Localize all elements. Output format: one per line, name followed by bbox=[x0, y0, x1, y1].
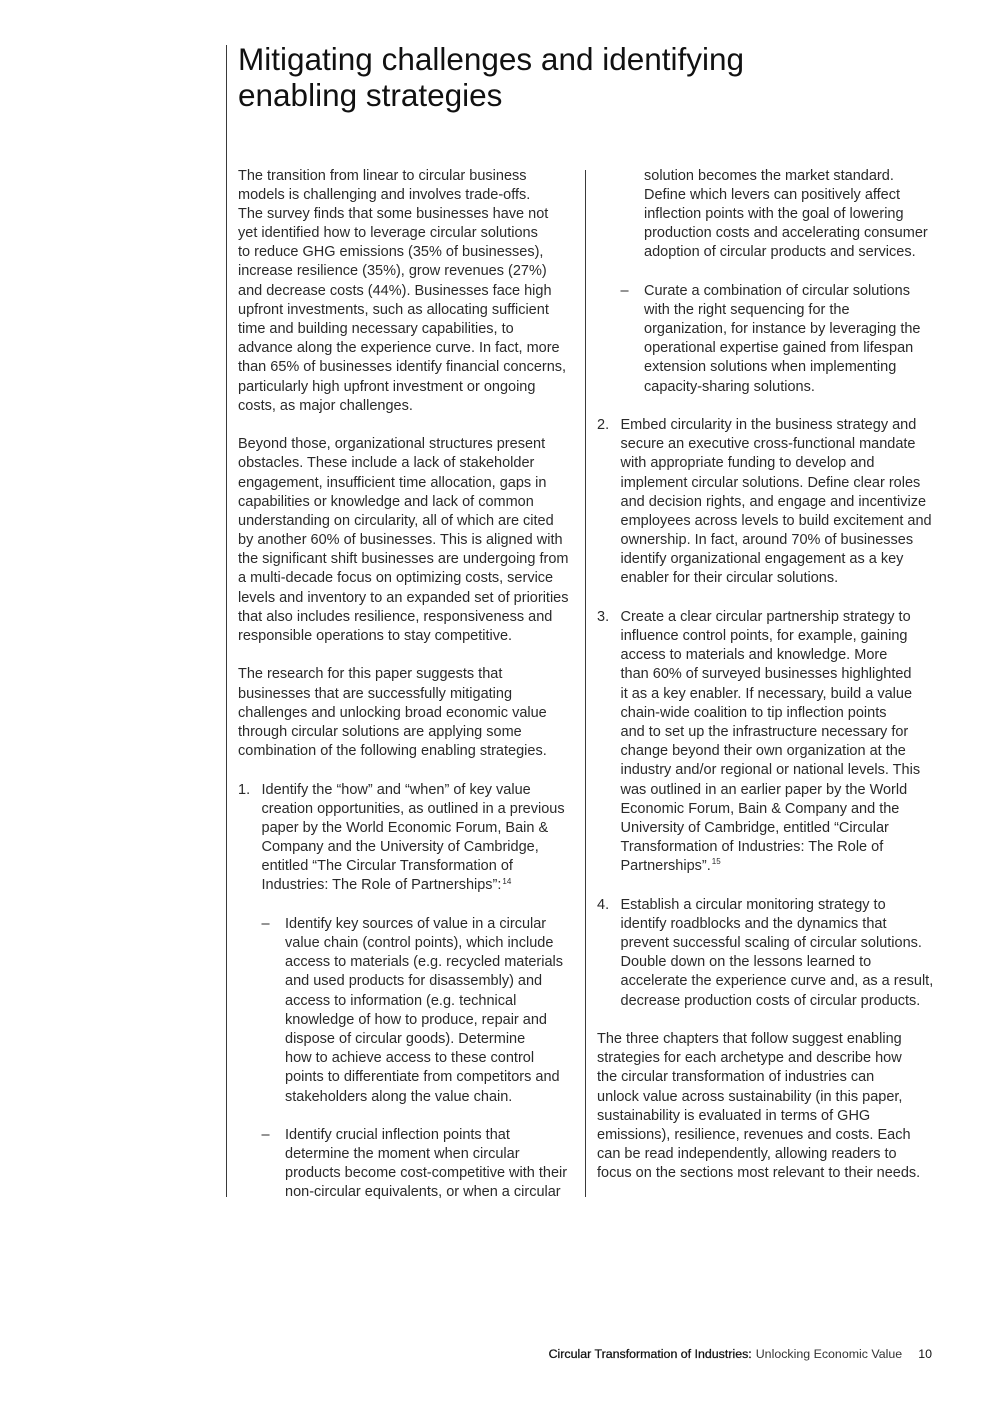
bullet-item bbox=[238, 1126, 583, 1203]
text-line: Company and the University of Cambridge, bbox=[261, 839, 539, 856]
text-line: engagement, insufficient time allocation, gaps in bbox=[238, 474, 547, 491]
list-number: 2. bbox=[597, 416, 610, 433]
text-line: yet identified how to leverage circular solutions bbox=[238, 225, 538, 242]
text-line: to reduce GHG emissions (35% of businesses), bbox=[238, 244, 544, 261]
numbered-item bbox=[597, 608, 947, 877]
bullet-item bbox=[238, 915, 583, 1107]
footnote-reference: 15 bbox=[711, 857, 721, 867]
text-line: knowledge of how to produce, repair and bbox=[285, 1011, 547, 1028]
text-line: the significant shift businesses are undergoing from bbox=[238, 551, 569, 568]
text-line bbox=[621, 857, 948, 876]
text-line: employees across levels to build excitement and bbox=[620, 512, 932, 529]
text-line: by another 60% of businesses. This is aligned with bbox=[238, 532, 563, 549]
text-line: Double down on the lessons learned to bbox=[620, 954, 872, 971]
text-line: understanding on circularity, all of which are cited bbox=[238, 512, 554, 529]
text-line: models is challenging and involves trade-offs. bbox=[238, 186, 531, 203]
text-line: through circular solutions are applying some bbox=[238, 723, 522, 740]
text-line: with the right sequencing for the bbox=[644, 301, 850, 318]
text-line: than 65% of businesses identify financial concerns, bbox=[238, 359, 567, 376]
list-number: 1. bbox=[238, 781, 251, 798]
text-line: Beyond those, organizational structures present bbox=[238, 436, 546, 453]
text-line: that also includes resilience, responsiveness and bbox=[238, 608, 553, 625]
text-line: and to set up the infrastructure necessary for bbox=[620, 723, 909, 740]
text-line: extension solutions when implementing bbox=[644, 359, 897, 376]
text-line: unlock value across sustainability (in this paper, bbox=[597, 1088, 903, 1105]
text-line: enabler for their circular solutions. bbox=[620, 570, 839, 587]
text-line: identify roadblocks and the dynamics that bbox=[620, 915, 887, 932]
text-line: Identify the “how” and “when” of key value bbox=[261, 781, 531, 798]
text-line: strategies for each archetype and describe how bbox=[597, 1050, 902, 1067]
text-line: industry and/or regional or national levels. This bbox=[620, 762, 921, 779]
list-number: 4. bbox=[597, 896, 610, 913]
text-line: implement circular solutions. Define clear roles bbox=[620, 474, 921, 491]
bullet-dash: – bbox=[620, 282, 629, 299]
page-title-line: Mitigating challenges and identifying bbox=[238, 41, 745, 77]
bullet-item bbox=[597, 282, 947, 397]
text-line: change beyond their own organization at the bbox=[620, 743, 906, 760]
text-line: determine the moment when circular bbox=[285, 1146, 520, 1163]
footer-series-title: Circular Transformation of Industries: bbox=[548, 1347, 752, 1361]
page-title-line: enabling strategies bbox=[238, 77, 503, 113]
text-line: non-circular equivalents, or when a circular bbox=[285, 1184, 561, 1201]
numbered-item bbox=[238, 781, 583, 896]
text-line: Economic Forum, Bain & Company and the bbox=[620, 800, 900, 817]
text-line: increase resilience (35%), grow revenues (27%) bbox=[238, 263, 547, 280]
text-line: particularly high upfront investment or ongoing bbox=[238, 378, 536, 395]
text-line: businesses that are successfully mitigating bbox=[238, 685, 513, 702]
text-line: creation opportunities, as outlined in a previous bbox=[261, 800, 565, 817]
page-title bbox=[238, 41, 744, 113]
text-line: responsible operations to stay competitive. bbox=[238, 628, 513, 644]
text-line: organization, for instance by leveraging the bbox=[644, 321, 921, 337]
text-line: combination of the following enabling strategies. bbox=[238, 743, 547, 760]
footer-subtitle: Unlocking Economic Value bbox=[755, 1347, 903, 1361]
text-line: The research for this paper suggests that bbox=[238, 666, 503, 683]
text-line: The three chapters that follow suggest enabling bbox=[597, 1030, 902, 1047]
text-line: prevent successful scaling of circular solutions. bbox=[620, 935, 922, 951]
text-line: emissions), resilience, revenues and costs. Each bbox=[597, 1126, 911, 1143]
text-line: how to achieve access to these control bbox=[285, 1050, 535, 1067]
text-line: the circular transformation of industries can bbox=[597, 1069, 875, 1086]
text-line: inflection points with the goal of lowering bbox=[644, 205, 904, 222]
text-line: entitled “The Circular Transformation of bbox=[261, 858, 513, 875]
text-line: access to materials (e.g. recycled materials bbox=[285, 954, 564, 971]
text-line-content: Industries: The Role of Partnerships”: bbox=[261, 877, 502, 894]
text-line: sustainability is evaluated in terms of GHG bbox=[597, 1107, 871, 1124]
right-column bbox=[597, 167, 947, 1184]
footnote-reference: 14 bbox=[502, 876, 512, 886]
text-line: can be read independently, allowing readers to bbox=[597, 1146, 897, 1163]
text-line: Curate a combination of circular solutions bbox=[644, 282, 910, 299]
text-line: capacity-sharing solutions. bbox=[644, 378, 815, 395]
paragraph bbox=[238, 167, 583, 416]
text-line: chain-wide coalition to tip inflection points bbox=[620, 704, 887, 721]
text-line: paper by the World Economic Forum, Bain & bbox=[261, 819, 549, 836]
text-line: solution becomes the market standard. bbox=[644, 167, 894, 184]
text-line: University of Cambridge, entitled “Circular bbox=[620, 819, 889, 836]
text-line: accelerate the experience curve and, as a result, bbox=[620, 973, 934, 990]
paragraph bbox=[238, 665, 583, 761]
text-line: value chain (control points), which include bbox=[285, 935, 554, 951]
text-line: Create a clear circular partnership strategy to bbox=[620, 608, 911, 625]
text-line: products become cost-competitive with their bbox=[285, 1165, 568, 1182]
text-line: Identify key sources of value in a circular bbox=[285, 915, 547, 932]
text-line: it as a key enabler. If necessary, build a value bbox=[620, 685, 913, 702]
column-rule-middle bbox=[585, 170, 586, 1197]
text-line: challenges and unlocking broad economic value bbox=[238, 704, 547, 721]
text-line: levels and inventory to an expanded set of priorities bbox=[238, 589, 569, 606]
bullet-item-continued bbox=[597, 167, 947, 263]
text-line: Embed circularity in the business strategy and bbox=[620, 416, 917, 433]
text-line: secure an executive cross-functional mandate bbox=[620, 436, 916, 453]
text-line: Establish a circular monitoring strategy to bbox=[620, 896, 886, 913]
text-line: a multi-decade focus on optimizing costs, service bbox=[238, 570, 554, 587]
text-line: was outlined in an earlier paper by the World bbox=[620, 781, 908, 798]
column-rule-left bbox=[226, 45, 227, 1197]
text-line: obstacles. These include a lack of stakeholder bbox=[238, 455, 535, 472]
text-line: dispose of circular goods). Determine bbox=[285, 1030, 526, 1047]
text-line: capabilities or knowledge and lack of common bbox=[238, 493, 534, 510]
text-line: than 60% of surveyed businesses highlighted bbox=[620, 666, 912, 683]
left-column bbox=[238, 167, 583, 1203]
text-line: Identify crucial inflection points that bbox=[285, 1126, 510, 1143]
text-line: identify organizational engagement as a key bbox=[620, 551, 904, 568]
text-line: and used products for disassembly) and bbox=[285, 973, 543, 990]
bullet-dash: – bbox=[261, 1126, 270, 1143]
bullet-dash: – bbox=[261, 915, 270, 932]
text-line: advance along the experience curve. In fact, more bbox=[238, 340, 560, 357]
text-line: access to information (e.g. technical bbox=[285, 992, 517, 1009]
text-line: points to differentiate from competitors and bbox=[285, 1069, 560, 1086]
text-line: access to materials and knowledge. More bbox=[620, 647, 888, 664]
text-line: The transition from linear to circular business bbox=[238, 167, 527, 184]
paragraph bbox=[238, 435, 583, 646]
text-line: influence control points, for example, gaining bbox=[620, 628, 908, 644]
text-line: Transformation of Industries: The Role of bbox=[620, 839, 884, 856]
text-line: upfront investments, such as allocating sufficient bbox=[238, 301, 549, 318]
numbered-item bbox=[597, 896, 947, 1011]
text-line: focus on the sections most relevant to their needs. bbox=[597, 1165, 921, 1182]
text-line-content: Partnerships”. bbox=[620, 858, 711, 875]
text-line: Define which levers can positively affect bbox=[644, 186, 901, 203]
text-line: ownership. In fact, around 70% of businesses bbox=[620, 532, 914, 549]
text-line: production costs and accelerating consumer bbox=[644, 225, 928, 242]
text-line bbox=[262, 876, 584, 895]
text-line: and decrease costs (44%). Businesses face high bbox=[238, 282, 552, 299]
text-line: stakeholders along the value chain. bbox=[285, 1088, 513, 1105]
text-line: costs, as major challenges. bbox=[238, 397, 413, 414]
paragraph bbox=[597, 1030, 947, 1184]
page-footer bbox=[549, 1345, 932, 1363]
numbered-item bbox=[597, 416, 947, 589]
text-line: decrease production costs of circular products. bbox=[620, 992, 921, 1009]
text-line: time and building necessary capabilities, to bbox=[238, 321, 514, 337]
text-line: and decision rights, and engage and incentivize bbox=[620, 493, 927, 510]
page-number: 10 bbox=[918, 1347, 932, 1361]
text-line: operational expertise gained from lifespan bbox=[644, 340, 914, 357]
text-line: adoption of circular products and services. bbox=[644, 244, 916, 261]
text-line: The survey finds that some businesses have not bbox=[238, 205, 549, 222]
list-number: 3. bbox=[597, 608, 610, 625]
text-line: with appropriate funding to develop and bbox=[620, 455, 875, 472]
